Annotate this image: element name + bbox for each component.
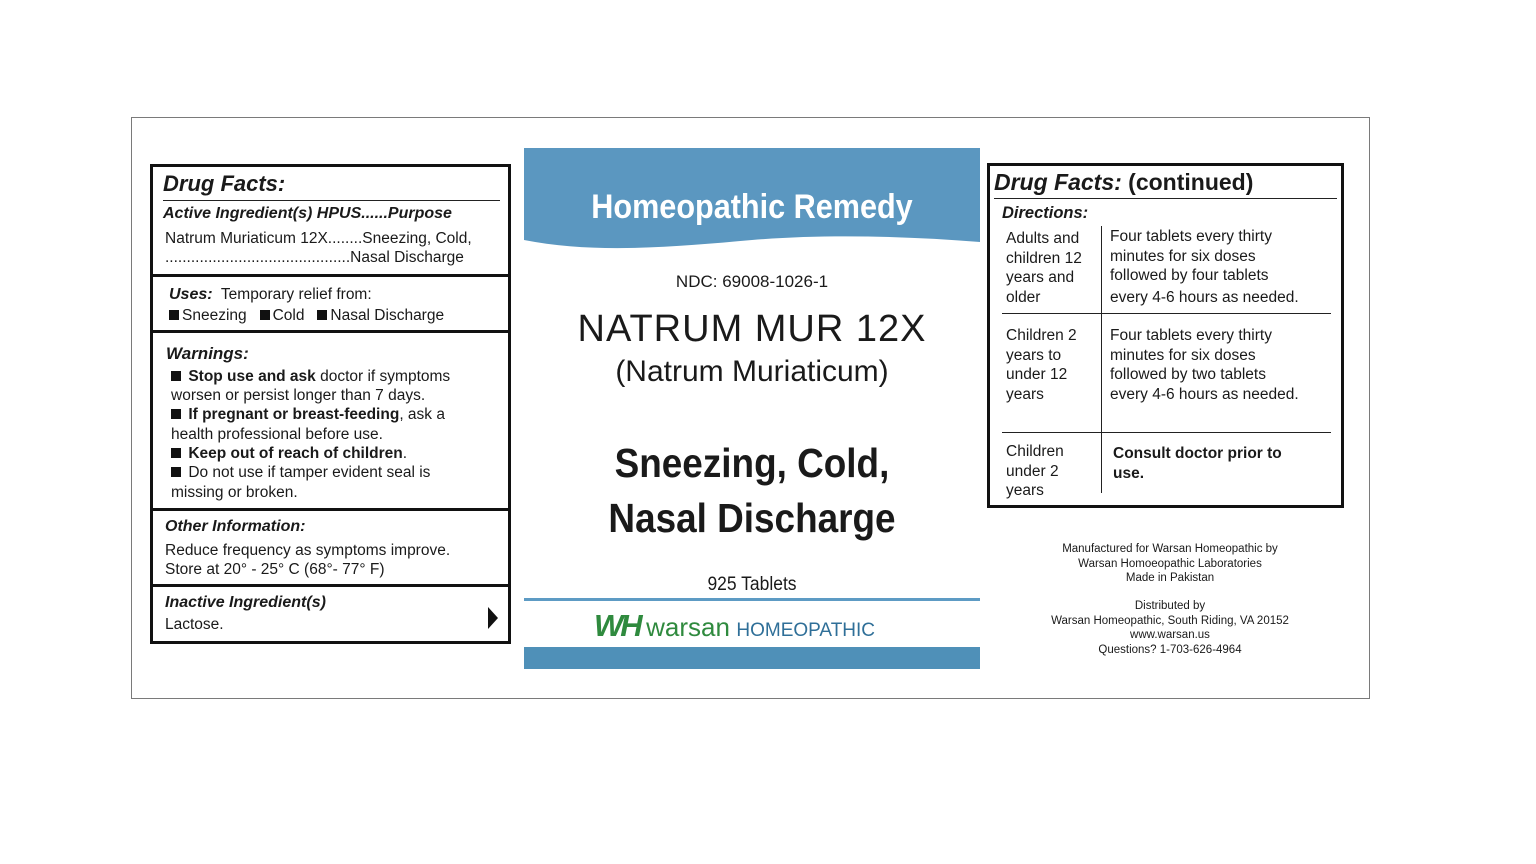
warning-text: doctor if symptoms xyxy=(315,368,451,385)
age-group: under 12 xyxy=(1006,366,1068,383)
table-row-divider xyxy=(1002,432,1331,433)
dose-text: use. xyxy=(1113,464,1145,482)
distributor-line: Distributed by xyxy=(1134,600,1206,612)
age-group: Children xyxy=(1006,443,1064,460)
other-info-title: Other Information: xyxy=(165,518,306,535)
table-row xyxy=(1006,442,1064,501)
age-group: Adults and xyxy=(1006,230,1080,247)
active-ingredient-line: Natrum Muriaticum 12X........Sneezing, Cold, xyxy=(165,230,472,247)
bullet-square-icon xyxy=(171,467,181,477)
drug-facts-continued-panel xyxy=(987,163,1344,508)
logo-brand: warsan xyxy=(646,612,730,642)
product-name: NATRUM MUR 12X xyxy=(577,308,927,350)
warning-bold: Keep out of reach of children xyxy=(188,445,403,462)
warning-text: missing or broken. xyxy=(171,484,298,501)
banner-title: Homeopathic Remedy xyxy=(591,188,913,226)
bullet-square-icon xyxy=(317,310,327,320)
warsan-logo xyxy=(594,608,875,644)
drug-facts-title: Drug Facts: xyxy=(163,171,286,196)
dose-text: Four tablets every thirty xyxy=(1110,228,1272,245)
directions-title: Directions: xyxy=(1002,204,1089,222)
dose-text: minutes for six doses xyxy=(1110,346,1256,364)
bottom-bar xyxy=(524,647,980,669)
warning-bold: Stop use and ask xyxy=(188,368,316,385)
bullet-square-icon xyxy=(169,310,179,320)
warning-text: , ask a xyxy=(399,406,445,423)
drug-facts-panel xyxy=(150,164,511,644)
age-group: years xyxy=(1006,482,1044,499)
active-ingredient-header: Active Ingredient(s) HPUS......Purpose xyxy=(163,205,452,222)
continued-suffix: (continued) xyxy=(1121,169,1254,195)
title-rule xyxy=(994,198,1337,199)
dose-text: Consult doctor prior to xyxy=(1113,445,1282,462)
bullet-square-icon xyxy=(171,448,181,458)
table-row xyxy=(1113,444,1282,483)
table-row-divider xyxy=(1002,313,1331,314)
age-group: years to xyxy=(1006,346,1062,364)
table-row xyxy=(1110,227,1299,307)
warning-text: worsen or persist longer than 7 days. xyxy=(171,387,426,404)
uses-item: Sneezing xyxy=(182,307,247,324)
uses-item: Nasal Discharge xyxy=(330,307,445,324)
other-info-text: Reduce frequency as symptoms improve. xyxy=(165,542,451,559)
age-group: years and xyxy=(1006,269,1075,286)
other-information-section xyxy=(153,508,508,584)
table-row xyxy=(1006,326,1077,404)
ndc-number: NDC: 69008-1026-1 xyxy=(675,272,829,291)
inactive-ingredients-section xyxy=(153,584,508,641)
arrow-right-icon xyxy=(488,607,498,629)
table-row xyxy=(1006,229,1082,307)
age-group: children 12 xyxy=(1006,249,1082,267)
continued-title: Drug Facts: xyxy=(994,169,1122,195)
dose-text: every 4-6 hours as needed. xyxy=(1110,288,1299,306)
warnings-section xyxy=(153,330,508,508)
warning-bold: If pregnant or breast-feeding xyxy=(188,406,400,423)
dose-text: followed by four tablets xyxy=(1110,267,1269,284)
warning-text: health professional before use. xyxy=(171,426,383,443)
dose-text: followed by two tablets xyxy=(1110,366,1266,383)
table-column-divider xyxy=(1101,226,1102,493)
dose-text: minutes for six doses xyxy=(1110,247,1256,265)
other-info-text: Store at 20° - 25° C (68°- 77° F) xyxy=(165,561,385,578)
manufacturer-line: Warsan Homoeopathic Laboratories xyxy=(1078,557,1262,570)
logo-mark: WH xyxy=(594,608,640,643)
age-group: Children 2 xyxy=(1006,327,1077,344)
warning-text: Do not use if tamper evident seal is xyxy=(188,464,431,481)
distributor-website: www.warsan.us xyxy=(1130,629,1210,641)
manufacturer-line: Manufactured for Warsan Homeopathic by xyxy=(1062,543,1278,555)
distributor-info xyxy=(1020,599,1320,657)
bullet-square-icon xyxy=(171,409,181,419)
dose-text: every 4-6 hours as needed. xyxy=(1110,385,1299,403)
warnings-title: Warnings: xyxy=(166,344,249,363)
dose-text: Four tablets every thirty xyxy=(1110,327,1272,344)
indication-line: Nasal Discharge xyxy=(608,495,896,541)
distributor-phone: Questions? 1-703-626-4964 xyxy=(1098,643,1242,656)
tablet-count: 925 Tablets xyxy=(707,574,797,595)
age-group: years xyxy=(1006,385,1044,403)
uses-list xyxy=(169,306,444,326)
table-row xyxy=(1110,326,1299,404)
inactive-title: Inactive Ingredient(s) xyxy=(165,594,326,611)
age-group: under 2 xyxy=(1006,462,1059,480)
bullet-square-icon xyxy=(171,371,181,381)
inactive-value: Lactose. xyxy=(165,616,224,633)
latin-name: (Natrum Muriaticum) xyxy=(615,355,889,388)
uses-item: Cold xyxy=(272,307,305,324)
indication-line: Sneezing, Cold, xyxy=(614,440,890,486)
uses-label: Uses: xyxy=(169,286,213,303)
warning-text: . xyxy=(402,445,408,462)
active-ingredients-section xyxy=(153,167,508,274)
manufacturer-line: Made in Pakistan xyxy=(1125,572,1215,584)
age-group: older xyxy=(1006,288,1041,306)
logo-suffix: HOMEOPATHIC xyxy=(736,620,876,641)
uses-section xyxy=(153,274,508,330)
uses-intro: Temporary relief from: xyxy=(220,286,372,303)
title-rule xyxy=(163,200,500,201)
purpose-line: ...........................................Nasal Discharge xyxy=(165,249,464,266)
manufacturer-info xyxy=(1020,542,1320,586)
bullet-square-icon xyxy=(260,310,270,320)
divider-line xyxy=(524,598,980,601)
distributor-line: Warsan Homeopathic, South Riding, VA 20152 xyxy=(1051,614,1289,627)
